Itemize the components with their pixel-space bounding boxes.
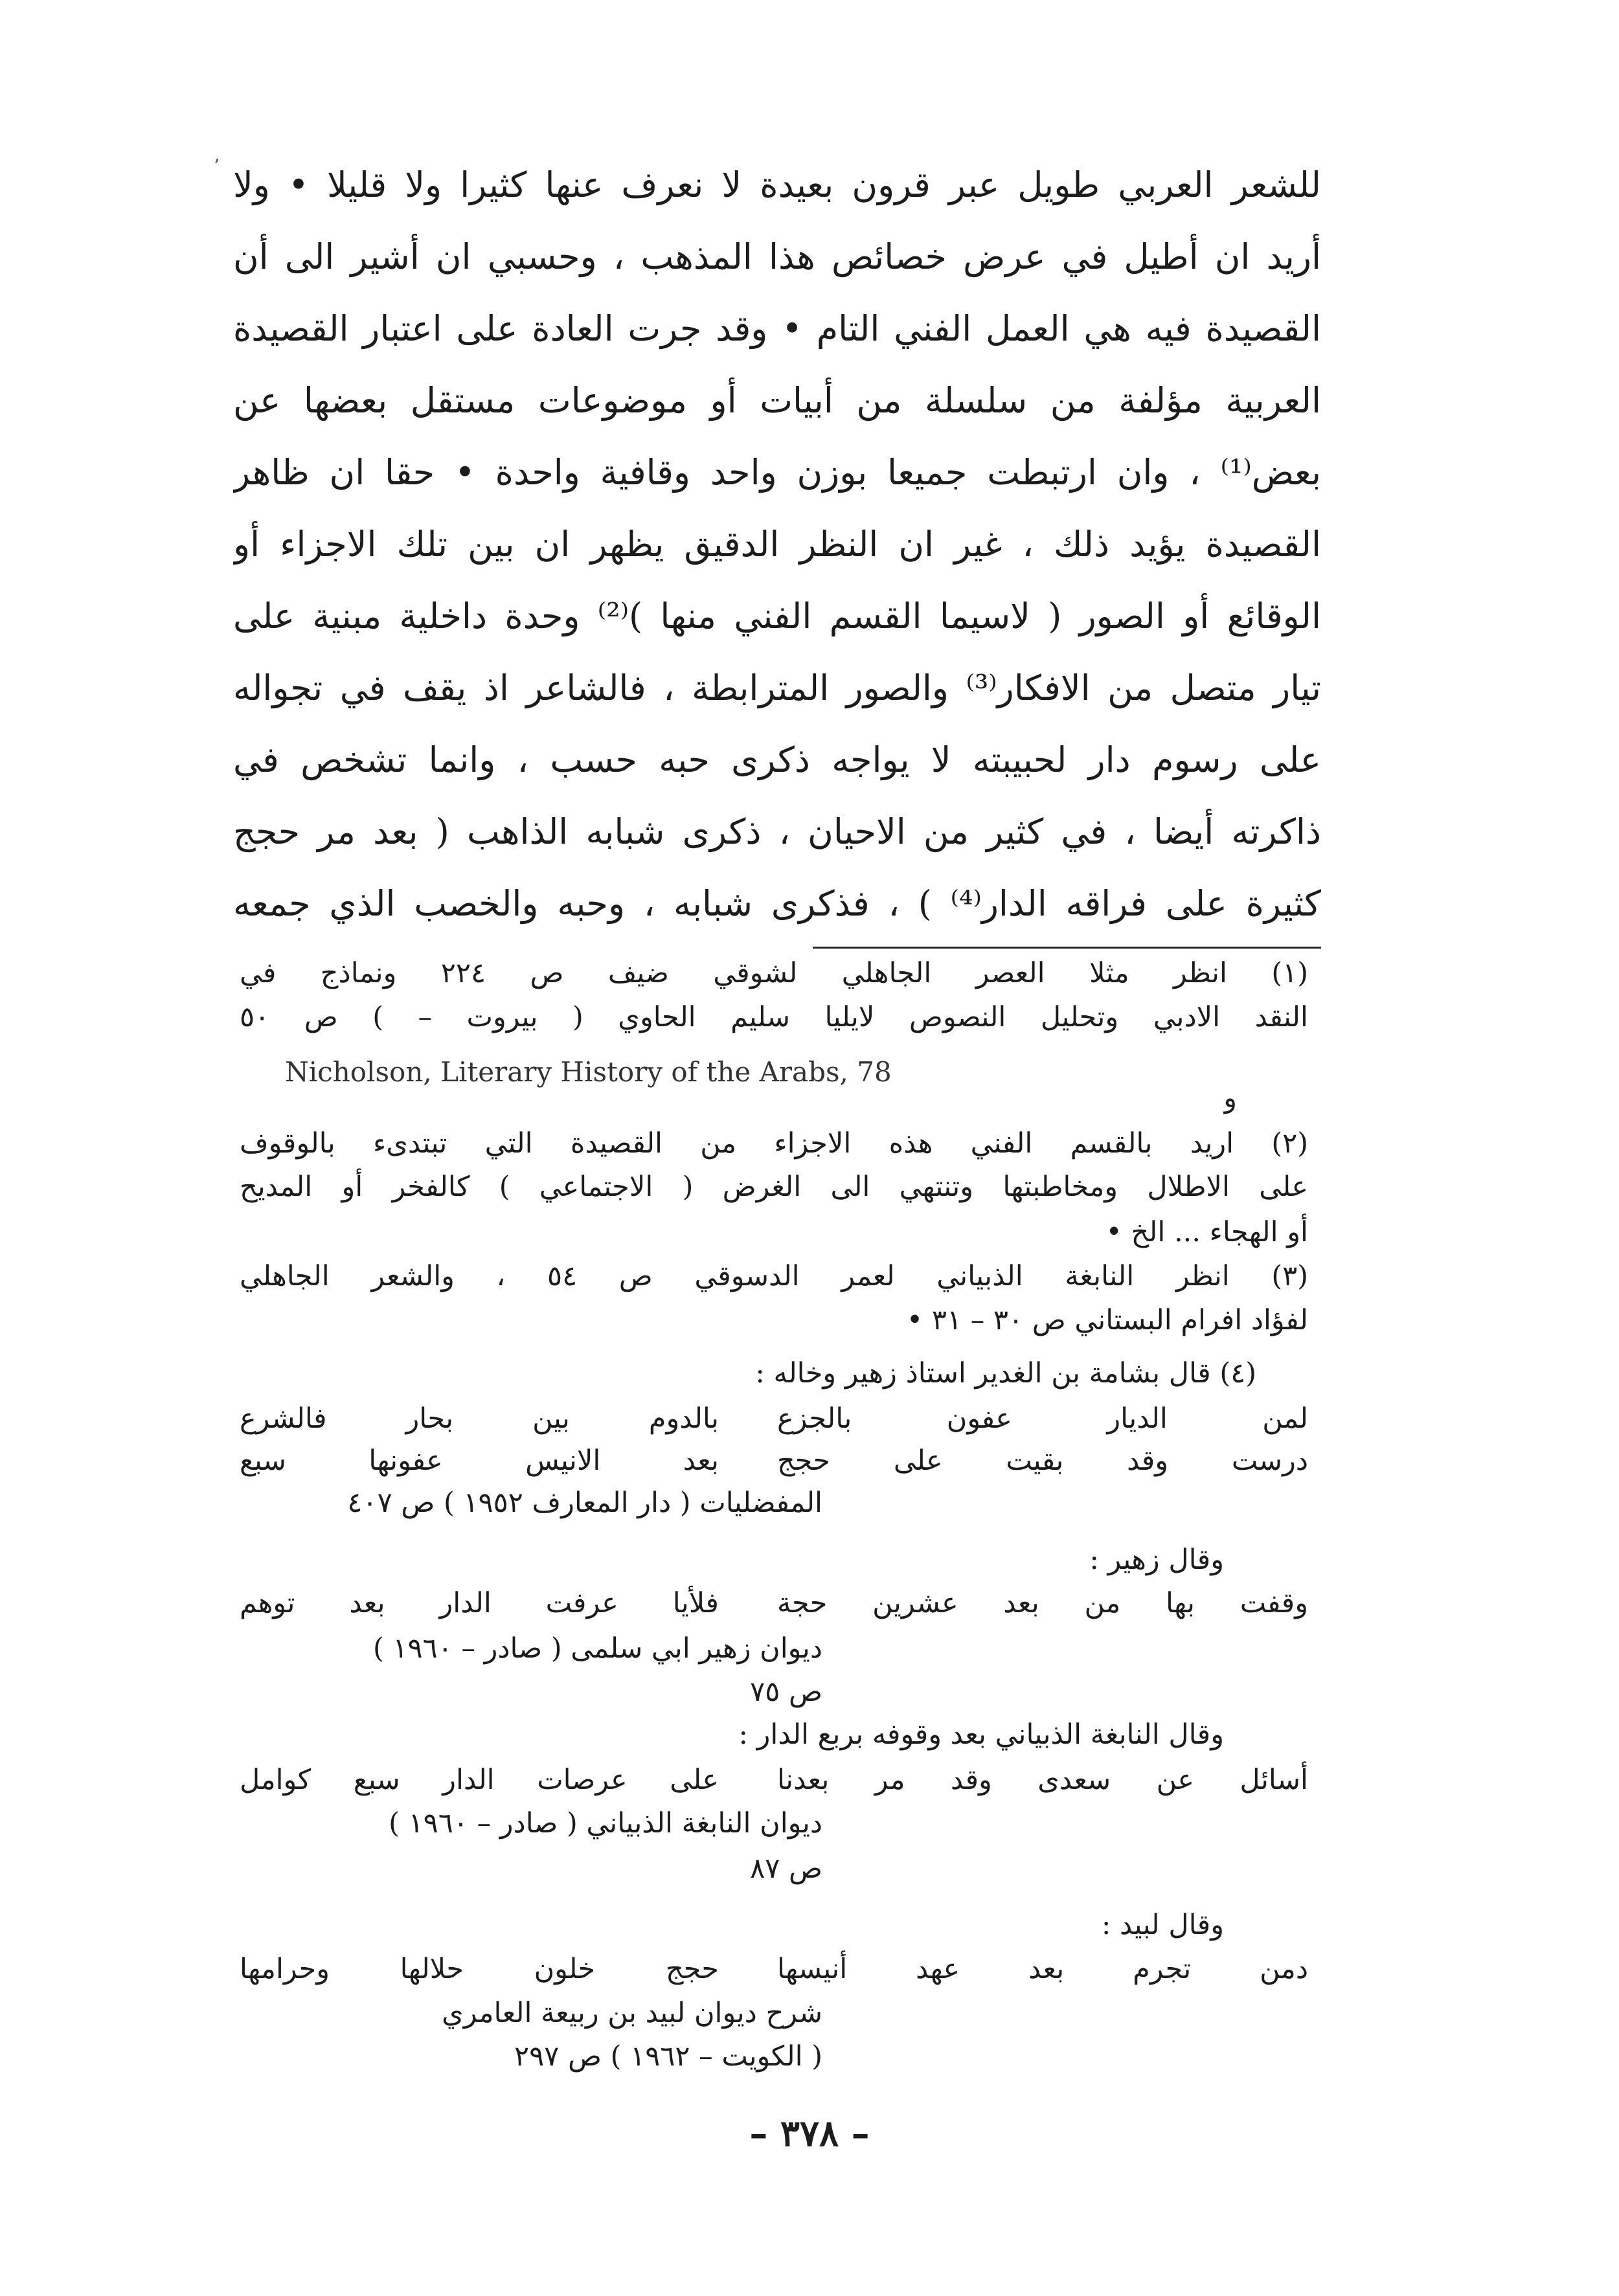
page-number: – ٣٧٨ – bbox=[749, 2112, 870, 2155]
footnote-3-line-1: (٣) انظر النابغة الذبياني لعمر الدسوقي ص ٥٤ ، والشعر الجاهلي bbox=[240, 1260, 1308, 1292]
body-line-9: على رسوم دار لحبيبته لا يواجه ذكرى حبه حسب ، وانما تشخص في bbox=[233, 739, 1321, 780]
labid-intro: وقال لبيد : bbox=[1101, 1909, 1224, 1941]
body-line-7: الوقائع أو الصور ( لاسيما القسم الفني منها )⁽²⁾ وحدة داخلية مبنية على bbox=[233, 596, 1321, 636]
body-line-4: العربية مؤلفة من سلسلة من أبيات أو موضوعات مستقل بعضها عن bbox=[233, 380, 1321, 421]
verse-5-second-hemistich: حجج خلون حلالها وحرامها bbox=[240, 1953, 719, 1985]
verse-2-second-hemistich: بعد الانيس عفونها سبع bbox=[240, 1445, 719, 1477]
verse-4-first-hemistich: أسائل عن سعدى وقد مر بعدنا bbox=[777, 1764, 1308, 1796]
zuhair-intro: وقال زهير : bbox=[1089, 1544, 1224, 1576]
verse-3-second-hemistich: فلأيا عرفت الدار بعد توهم bbox=[240, 1587, 719, 1619]
footnote-2-line-3: أو الهجاء ... الخ • bbox=[1105, 1216, 1308, 1248]
footnote-2-line-2: على الاطلال ومخاطبتها وتنتهي الى الغرض ( الاجتماعي ) كالفخر أو المديح bbox=[240, 1171, 1308, 1203]
nabigha-intro: وقال النابغة الذبياني بعد وقوفه بربع الدار : bbox=[738, 1718, 1224, 1751]
body-line-11: كثيرة على فراقه الدار⁽⁴⁾ ) ، فذكرى شبابه ، وحبه والخصب الذي جمعه bbox=[233, 883, 1321, 924]
verse-1-first-hemistich: لمن الديار عفون بالجزع bbox=[777, 1402, 1308, 1435]
footnote-1-line-2: النقد الادبي وتحليل النصوص لايليا سليم الحاوي ( بيروت – ) ص ٥٠ bbox=[240, 1001, 1308, 1033]
body-line-5: بعض⁽¹⁾ ، وان ارتبطت جميعا بوزن واحد وقافية واحدة • حقا ان ظاهر bbox=[233, 452, 1321, 493]
body-line-3: القصيدة فيه هي العمل الفني التام • وقد جرت العادة على اعتبار القصيدة bbox=[233, 308, 1321, 349]
source-citation-3-line-2: ص ٨٧ bbox=[750, 1852, 822, 1885]
footnote-1-conjunction: و bbox=[1223, 1082, 1237, 1114]
source-citation-4-line-2: ( الكويت – ١٩٦٢ ) ص ٢٩٧ bbox=[514, 2040, 822, 2073]
body-line-6: القصيدة يؤيد ذلك ، غير ان النظر الدقيق يظهر ان بين تلك الاجزاء أو bbox=[233, 524, 1321, 565]
footnote-4-line-1: (٤) قال بشامة بن الغدير استاذ زهير وخاله : bbox=[755, 1357, 1256, 1390]
source-citation-3-line-1: ديوان النابغة الذبياني ( صادر – ١٩٦٠ ) bbox=[389, 1807, 822, 1840]
verse-3-first-hemistich: وقفت بها من بعد عشرين حجة bbox=[777, 1587, 1308, 1619]
main-text bbox=[233, 149, 1321, 940]
verse-4-second-hemistich: على عرصات الدار سبع كوامل bbox=[240, 1764, 719, 1796]
body-line-10: ذاكرته أيضا ، في كثير من الاحيان ، ذكرى شبابه الذاهب ( بعد مر حجج bbox=[233, 811, 1321, 852]
footnote-2-line-1: (٢) اريد بالقسم الفني هذه الاجزاء من القصيدة التي تبتدىء بالوقوف bbox=[240, 1127, 1308, 1160]
body-line-2: أريد ان أطيل في عرض خصائص هذا المذهب ، وحسبي ان أشير الى أن bbox=[233, 236, 1321, 277]
source-citation-1: المفضليات ( دار المعارف ١٩٥٢ ) ص ٤٠٧ bbox=[347, 1487, 822, 1519]
source-citation-2-line-2: ص ٧٥ bbox=[750, 1676, 822, 1708]
verse-5-first-hemistich: دمن تجرم بعد عهد أنيسها bbox=[777, 1953, 1308, 1985]
source-citation-2-line-1: ديوان زهير ابي سلمى ( صادر – ١٩٦٠ ) bbox=[372, 1632, 822, 1665]
footnote-1-line-1: (١) انظر مثلا العصر الجاهلي لشوقي ضيف ص ٢٢٤ ونماذج في bbox=[240, 957, 1308, 989]
source-citation-4-line-1: شرح ديوان لبيد بن ربيعة العامري bbox=[442, 1997, 822, 2029]
body-line-8: تيار متصل من الافكار⁽³⁾ والصور المترابطة ، فالشاعر اذ يقف في تجواله bbox=[233, 668, 1321, 708]
footnote-1-latin-reference: Nicholson, Literary History of the Arabs, 78 bbox=[285, 1056, 892, 1088]
footnote-3-line-2: لفؤاد افرام البستاني ص ٣٠ – ٣١ • bbox=[906, 1304, 1308, 1336]
footnote-divider bbox=[813, 947, 1321, 949]
scan-speck: ’ bbox=[214, 155, 220, 178]
verse-2-first-hemistich: درست وقد بقيت على حجج bbox=[777, 1445, 1308, 1477]
body-line-1: للشعر العربي طويل عبر قرون بعيدة لا نعرف عنها كثيرا ولا قليلا • ولا bbox=[233, 164, 1321, 205]
verse-1-second-hemistich: بالدوم بين بحار فالشرع bbox=[240, 1402, 719, 1435]
